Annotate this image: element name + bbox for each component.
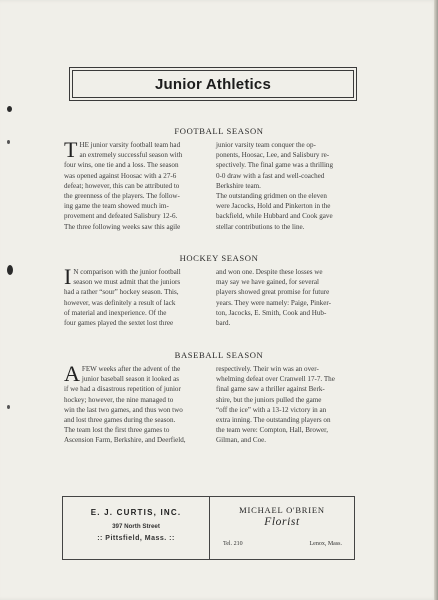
hockey-heading: HOCKEY SEASON: [179, 253, 259, 263]
ad-florist-name: MICHAEL O'BRIEN: [239, 505, 325, 515]
page-title-inner-frame: [72, 70, 354, 98]
ad-city: :: Pittsfield, Mass. ::: [97, 535, 175, 542]
dropcap: T: [64, 137, 78, 162]
ad-company-name: E. J. CURTIS, INC.: [90, 508, 182, 517]
binding-hole: [7, 106, 12, 112]
binding-mark: [7, 405, 10, 409]
dropcap: I: [64, 264, 72, 289]
football-right-column: junior varsity team conquer the op- ponents, Hoosac, Lee, and Salisbury re- spectively. The final game was a thrilling 0-0 draw with a fast and well-coached Berkshire team. The outstanding gridmen on the eleven were Jacocks, Hold and Pinkerton in the backfield, while Hubbard and Cook gave stellar contributions to the line.: [216, 141, 334, 231]
football-left-text: HE junior varsity football team had an extremely successful season with four wins, one tie and a loss. The season was opened against Hoosac with a 27-6 defeat; however, this can be attributed to the greenness of the players. The follow- ing game the team showed much im- provement and defeated Salisbury 12-6. The three following weeks saw this agile: [64, 141, 183, 231]
baseball-left-column: [64, 361, 204, 446]
hockey-left-column: [64, 264, 204, 328]
hockey-right-column: and won one. Despite these losses we may say we have gained, for several players showed great promise for future years. They were namely: Paige, Pinker- ton, Jacocks, E. Smith, Cook and Hub- bard.: [216, 268, 331, 328]
football-left-column: [64, 137, 204, 232]
hockey-left-text: N comparison with the junior football season we must admit that the juniors had a rather “sour” hockey season. This, however, was definitely a result of lack of material and inexperience. Of the four games played the sextet lost three: [64, 268, 181, 328]
page-edge: [434, 0, 438, 600]
ad-telephone: Tel. 210: [223, 541, 243, 547]
advertisement-box: [62, 496, 355, 560]
page-title: Junior Athletics: [155, 75, 271, 93]
ad-business-type: Florist: [264, 516, 300, 528]
baseball-heading: BASEBALL SEASON: [174, 350, 264, 360]
football-heading: FOOTBALL SEASON: [174, 126, 264, 136]
baseball-left-text: FEW weeks after the advent of the junior baseball season it looked as if we had a disastrous repetition of junior hockey; however, the nine managed to win the last two games, and thus won two and lost three games during the season. The team lost the first three games to Ascension Farm, Berkshire, and Deerfield,: [64, 365, 186, 445]
binding-hole: [7, 265, 13, 275]
baseball-right-column: respectively. Their win was an over- whelming defeat over Cranwell 17-7. The final game saw a thriller against Berk- shire, but the juniors pulled the game “off the ice” with a 13-12 victory in an extra inning. The outstanding players on the team were: Compton, Hall, Brower, Gilman, and Coe.: [216, 365, 335, 445]
ad-street-address: 397 North Street: [112, 523, 160, 530]
ad-town: Lenox, Mass.: [309, 541, 342, 547]
binding-mark: [7, 140, 10, 144]
page-title-frame: [69, 67, 357, 101]
dropcap: A: [64, 361, 80, 386]
